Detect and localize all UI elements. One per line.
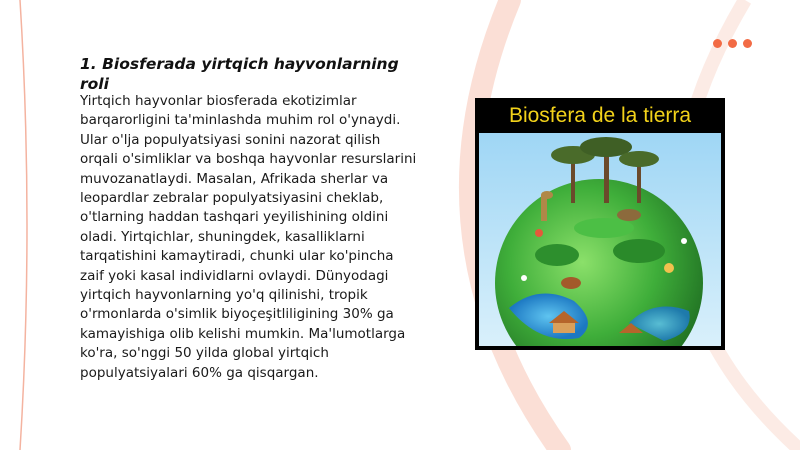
earth-illustration	[479, 133, 721, 346]
dot-icon	[713, 39, 722, 48]
slide-title: 1. Biosferada yirtqich hayvonlarning roli	[80, 55, 399, 93]
dot-icon	[743, 39, 752, 48]
biosphere-picture	[475, 98, 725, 350]
decorative-dots	[713, 39, 752, 48]
dot-icon	[728, 39, 737, 48]
picture-caption: Biosfera de la tierra	[508, 104, 692, 127]
slide-body-text: Yirtqich hayvonlar biosferada ekotizimlar barqarorligini ta'minlashda muhim rol o'ynaydi. Ular o'lja populyatsiyasi sonini nazorat qilish orqali o'simliklar va boshqa hayvonlar resurslarini muvozanatlaydi. Masalan, Afrikada sherlar va leopardlar zebralar populyatsiyasini cheklab, o'tlarning haddan tashqari yeyilishining oldini oladi. Yirtqichlar, shuningdek, kasalliklarni tarqatishini kamaytiradi, chunki ular ko'pincha zaif yoki kasal individlarni ovlaydi. Dünyodagi yirtqich hayvonlarning yo'q qilinishi, tropik o'rmonlarda o'simlik biyoçeşitliligining 30% ga kamayishiga olib kelishi mumkin. Ma'lumotlarga ko'ra, so'nggi 50 yilda global yirtqich populyatsiyalari 60% ga qisqargan.	[80, 93, 417, 381]
